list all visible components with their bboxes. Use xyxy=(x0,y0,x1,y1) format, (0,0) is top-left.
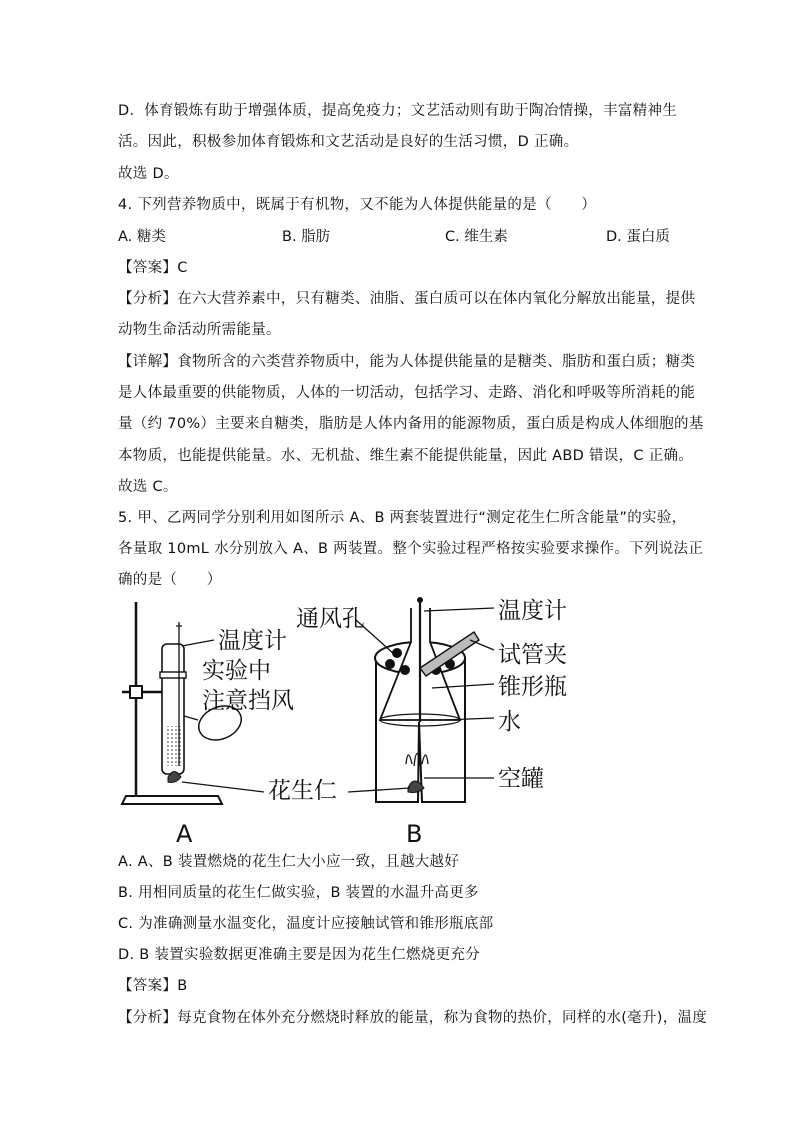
text-line: 本物质，也能提供能量。水、无机盐、维生素不能提供能量，因此 ABD 错误，C 正确。 xyxy=(118,448,694,464)
q4-option-b: B. 脂肪 xyxy=(282,229,331,245)
q5-option-c: C. 为准确测量水温变化，温度计应接触试管和锥形瓶底部 xyxy=(118,916,494,932)
label-peanut: 花生仁 xyxy=(268,778,337,804)
q4-option-c: C. 维生素 xyxy=(445,229,508,245)
text-line: 故选 C。 xyxy=(118,479,178,495)
text-line: 各量取 10mL 水分别放入 A、B 两装置。整个实验过程严格按实验要求操作。下列说法正 xyxy=(118,541,704,557)
q4-option-a: A. 糖类 xyxy=(118,229,166,245)
text-line: D．体育锻炼有助于增强体质，提高免疫力；文艺活动则有助于陶冶情操，丰富精神生 xyxy=(118,103,678,119)
apparatus-b xyxy=(375,598,479,802)
label-flask: 锥形瓶 xyxy=(498,674,567,700)
label-clamp: 试管夹 xyxy=(498,642,567,668)
label-water: 水 xyxy=(498,709,521,735)
text-line: 确的是（ ） xyxy=(118,572,222,588)
label-vent: 通风孔 xyxy=(296,606,365,632)
text-line: 是人体最重要的供能物质，人体的一切活动，包括学习、走路、消化和呼吸等所消耗的能 xyxy=(118,385,696,401)
text-line: 动物生命活动所需能量。 xyxy=(118,322,281,338)
experiment-figure xyxy=(118,596,588,848)
label-thermometer-b: 温度计 xyxy=(498,598,567,624)
question-5: 5. 甲、乙两同学分别利用如图所示 A、B 两套装置进行“测定花生仁所含能量”的实验， xyxy=(118,510,687,526)
label-wind-note-1: 实验中 xyxy=(202,658,271,684)
answer-4: 【答案】C xyxy=(118,260,188,276)
text-line: 故选 D。 xyxy=(118,166,179,182)
analysis-4: 【分析】在六大营养素中，只有糖类、油脂、蛋白质可以在体内氧化分解放出能量，提供 xyxy=(118,291,696,307)
q5-option-d: D. B 装置实验数据更准确主要是因为花生仁燃烧更充分 xyxy=(118,947,481,963)
caption-a: A xyxy=(176,820,193,848)
text-line: 量（约 70%）主要来自糖类，脂肪是人体内备用的能源物质，蛋白质是构成人体细胞的基 xyxy=(118,416,704,432)
label-wind-note-2: 注意挡风 xyxy=(202,688,294,714)
q5-option-b: B. 用相同质量的花生仁做实验，B 装置的水温升高更多 xyxy=(118,885,479,901)
question-4: 4. 下列营养物质中，既属于有机物，又不能为人体提供能量的是（ ） xyxy=(118,197,597,213)
q5-option-a: A. A、B 装置燃烧的花生仁大小应一致，且越大越好 xyxy=(118,854,460,870)
caption-b: B xyxy=(406,820,423,848)
q4-option-d: D. 蛋白质 xyxy=(606,229,670,245)
analysis-5: 【分析】每克食物在体外充分燃烧时释放的能量，称为食物的热价，同样的水(毫升)，温度 xyxy=(118,1010,708,1026)
detail-4: 【详解】食物所含的六类营养物质中，能为人体提供能量的是糖类、脂肪和蛋白质；糖类 xyxy=(118,354,696,370)
answer-5: 【答案】B xyxy=(118,978,188,994)
text-line: 活。因此，积极参加体育锻炼和文艺活动是良好的生活习惯，D 正确。 xyxy=(118,134,579,150)
label-thermometer-a: 温度计 xyxy=(218,628,287,654)
label-can: 空罐 xyxy=(498,766,544,792)
